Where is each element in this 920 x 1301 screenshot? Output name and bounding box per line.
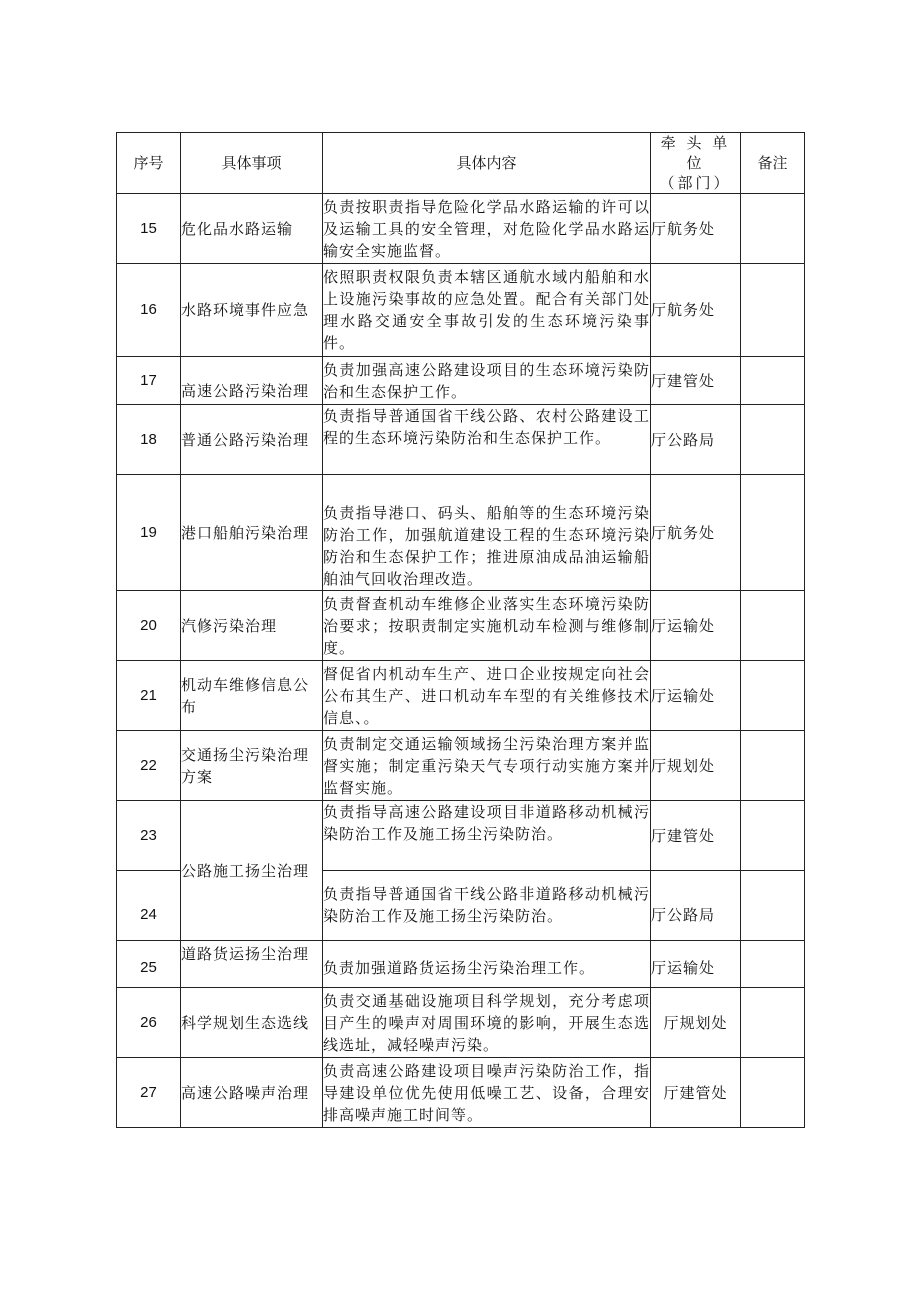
row-content: 负责督查机动车维修企业落实生态环境污染防治要求；按职责制定实施机动车检测与维修制度。 <box>323 591 651 661</box>
row-item: 危化品水路运输 <box>181 194 323 264</box>
row-seq: 24 <box>117 871 181 941</box>
row-note <box>741 661 805 731</box>
row-item: 水路环境事件应急 <box>181 264 323 357</box>
row-note <box>741 941 805 988</box>
row-dept: 厅运输处 <box>651 591 741 661</box>
header-content: 具体内容 <box>323 133 651 194</box>
row-note <box>741 1058 805 1128</box>
row-dept: 厅建管处 <box>651 357 741 405</box>
row-item: 汽修污染治理 <box>181 591 323 661</box>
row-seq: 25 <box>117 941 181 988</box>
row-item: 道路货运扬尘治理 <box>181 941 323 988</box>
row-seq: 23 <box>117 801 181 871</box>
row-note <box>741 731 805 801</box>
row-item: 科学规划生态选线 <box>181 988 323 1058</box>
header-row <box>117 133 805 194</box>
row-dept: 厅建管处 <box>651 801 741 871</box>
table-row <box>117 941 805 988</box>
row-content: 负责高速公路建设项目噪声污染防治工作，指导建设单位优先使用低噪工艺、设备，合理安排高噪声施工时间等。 <box>323 1058 651 1128</box>
row-item: 交通扬尘污染治理方案 <box>181 731 323 801</box>
row-dept: 厅规划处 <box>651 988 741 1058</box>
table-row <box>117 475 805 591</box>
row-item: 高速公路污染治理 <box>181 357 323 405</box>
row-content: 负责交通基础设施项目科学规划，充分考虑项目产生的噪声对周围环境的影响，开展生态选线选址，减轻噪声污染。 <box>323 988 651 1058</box>
row-item: 普通公路污染治理 <box>181 405 323 475</box>
row-note <box>741 988 805 1058</box>
table-row <box>117 1058 805 1128</box>
row-seq: 18 <box>117 405 181 475</box>
row-item-merged: 公路施工扬尘治理 <box>181 801 323 941</box>
row-item: 高速公路噪声治理 <box>181 1058 323 1128</box>
row-item: 港口船舶污染治理 <box>181 475 323 591</box>
row-content: 负责指导高速公路建设项目非道路移动机械污染防治工作及施工扬尘污染防治。 <box>323 801 651 871</box>
row-dept: 厅运输处 <box>651 661 741 731</box>
table-row <box>117 988 805 1058</box>
row-seq: 21 <box>117 661 181 731</box>
header-seq: 序号 <box>117 133 181 194</box>
table-row <box>117 731 805 801</box>
row-content: 负责指导普通国省干线公路、农村公路建设工程的生态环境污染防治和生态保护工作。 <box>323 405 651 475</box>
row-seq: 22 <box>117 731 181 801</box>
row-dept: 厅规划处 <box>651 731 741 801</box>
table-row <box>117 405 805 475</box>
row-dept: 厅航务处 <box>651 475 741 591</box>
row-content: 负责制定交通运输领域扬尘污染治理方案并监督实施；制定重污染天气专项行动实施方案并监督实施。 <box>323 731 651 801</box>
row-seq: 19 <box>117 475 181 591</box>
row-content: 负责指导普通国省干线公路非道路移动机械污染防治工作及施工扬尘污染防治。 <box>323 871 651 941</box>
header-item: 具体事项 <box>181 133 323 194</box>
row-dept: 厅建管处 <box>651 1058 741 1128</box>
row-content: 负责指导港口、码头、船舶等的生态环境污染防治工作，加强航道建设工程的生态环境污染防治和生态保护工作；推进原油成品油运输船舶油气回收治理改造。 <box>323 475 651 591</box>
row-content: 负责加强道路货运扬尘污染治理工作。 <box>323 941 651 988</box>
row-dept: 厅航务处 <box>651 194 741 264</box>
row-note <box>741 357 805 405</box>
row-content: 负责按职责指导危险化学品水路运输的许可以及运输工具的安全管理，对危险化学品水路运输安全实施监督。 <box>323 194 651 264</box>
row-note <box>741 475 805 591</box>
row-dept: 厅公路局 <box>651 405 741 475</box>
header-dept <box>651 133 741 194</box>
row-note <box>741 801 805 871</box>
row-dept: 厅航务处 <box>651 264 741 357</box>
row-content: 依照职责权限负责本辖区通航水域内船舶和水上设施污染事故的应急处置。配合有关部门处理水路交通安全事故引发的生态环境污染事件。 <box>323 264 651 357</box>
row-note <box>741 194 805 264</box>
row-content: 督促省内机动车生产、进口企业按规定向社会公布其生产、进口机动车车型的有关维修技术信息、。 <box>323 661 651 731</box>
row-note <box>741 591 805 661</box>
row-note <box>741 871 805 941</box>
row-seq: 16 <box>117 264 181 357</box>
table-row <box>117 264 805 357</box>
responsibility-table <box>116 132 805 1128</box>
row-seq: 17 <box>117 357 181 405</box>
table-row <box>117 591 805 661</box>
header-note: 备注 <box>741 133 805 194</box>
row-dept: 厅公路局 <box>651 871 741 941</box>
table-row <box>117 801 805 871</box>
row-seq: 26 <box>117 988 181 1058</box>
row-seq: 15 <box>117 194 181 264</box>
table-row <box>117 661 805 731</box>
table-row <box>117 357 805 405</box>
row-item: 机动车维修信息公布 <box>181 661 323 731</box>
row-content: 负责加强高速公路建设项目的生态环境污染防治和生态保护工作。 <box>323 357 651 405</box>
row-seq: 20 <box>117 591 181 661</box>
row-seq: 27 <box>117 1058 181 1128</box>
row-note <box>741 405 805 475</box>
row-note <box>741 264 805 357</box>
header-dept-line2: （部门） <box>659 174 732 192</box>
table-row <box>117 194 805 264</box>
row-dept: 厅运输处 <box>651 941 741 988</box>
header-dept-line1: 牵 头 单 位 <box>660 134 731 172</box>
